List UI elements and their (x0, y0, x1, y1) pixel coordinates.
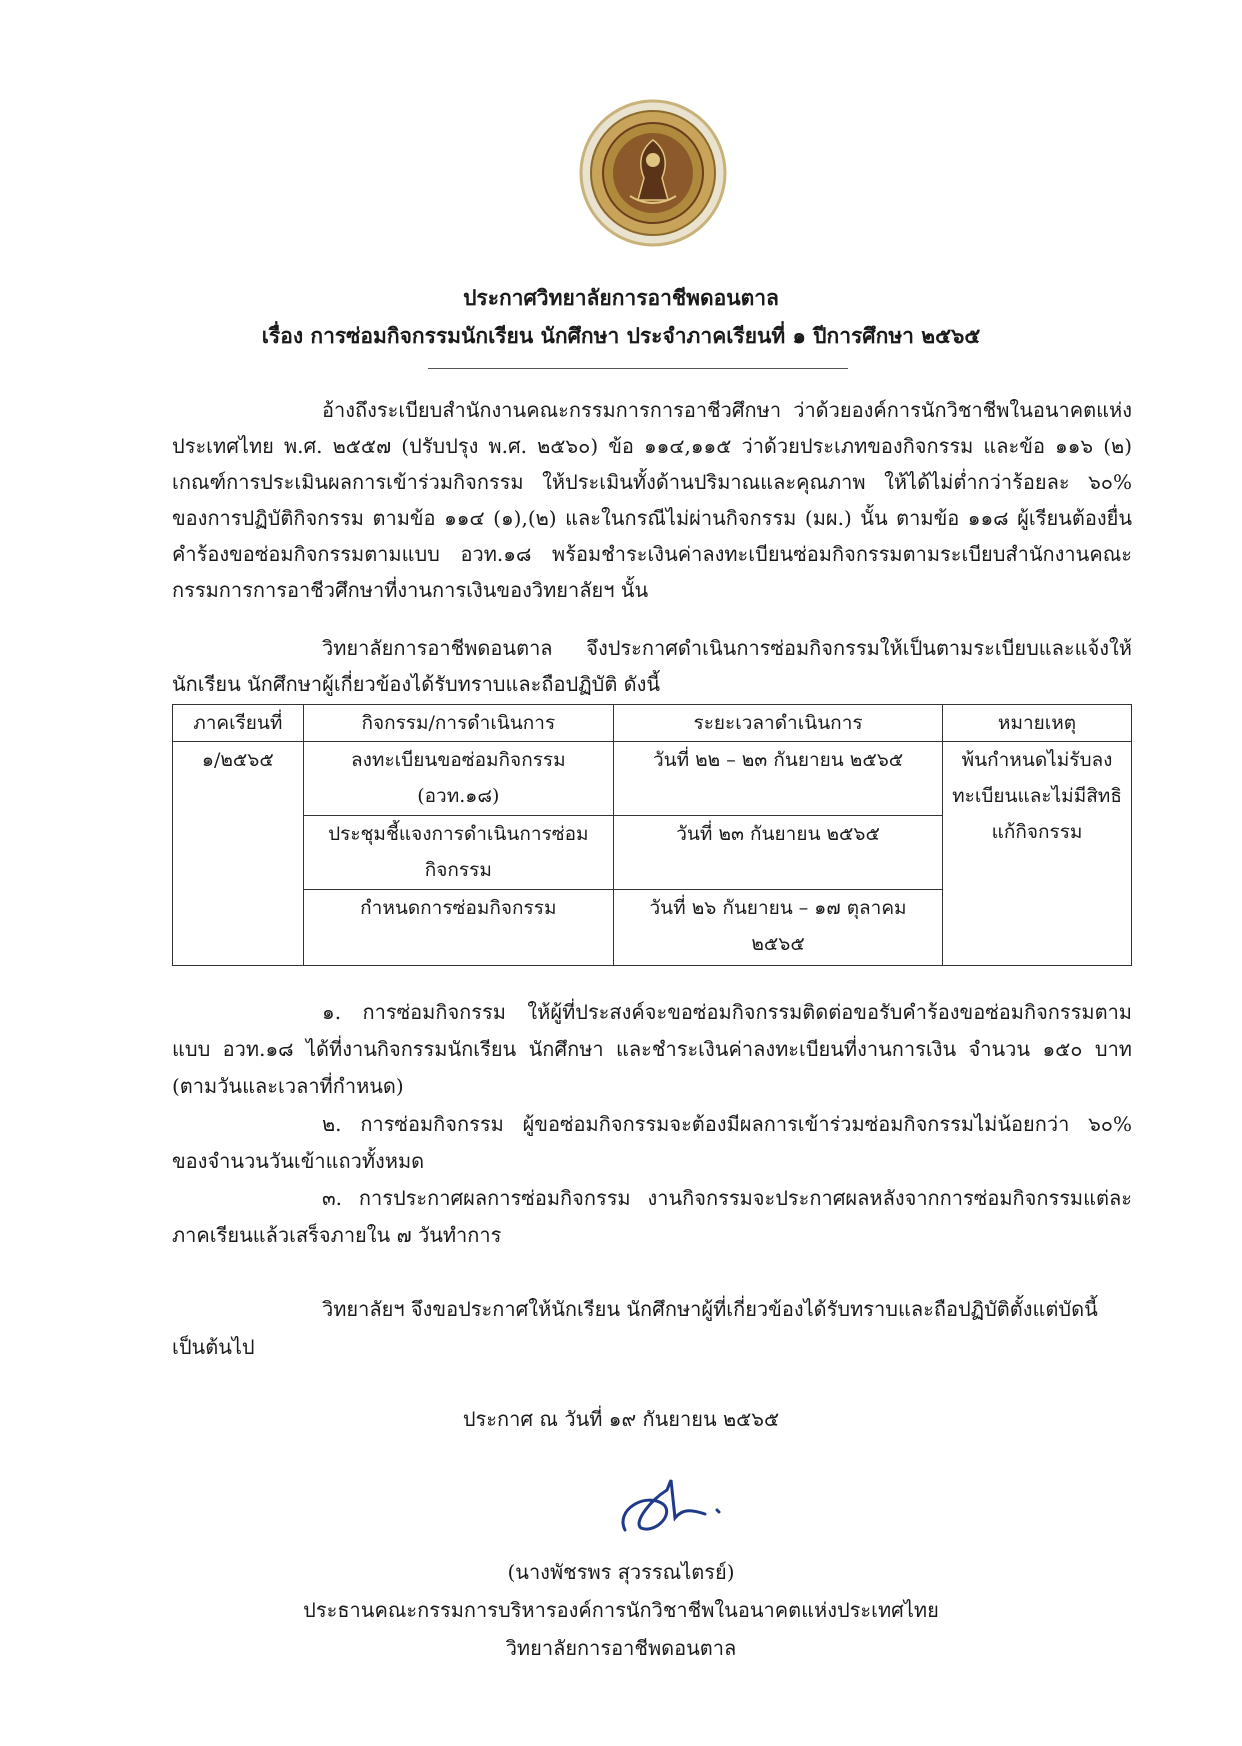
header-semester: ภาคเรียนที่ (173, 705, 304, 742)
activity-cell: ลงทะเบียนขอซ่อมกิจกรรม (อวท.๑๘) (303, 742, 613, 816)
period-cell: วันที่ ๒๓ กันยายน ๒๕๖๕ (614, 816, 943, 890)
semester-cell: ๑/๒๕๖๕ (173, 742, 304, 966)
signatory-position: ประธานคณะกรรมการบริหารองค์การนักวิชาชีพในอนาคตแห่งประเทศไทย (303, 1598, 939, 1622)
period-cell: วันที่ ๒๖ กันยายน – ๑๗ ตุลาคม ๒๕๖๕ (614, 890, 943, 966)
period-cell: วันที่ ๒๒ – ๒๓ กันยายน ๒๕๖๕ (614, 742, 943, 816)
signature-icon (605, 1470, 755, 1550)
header-activity: กิจกรรม/การดำเนินการ (303, 705, 613, 742)
closing-paragraph: วิทยาลัยฯ จึงขอประกาศให้นักเรียน นักศึกษาผู้ที่เกี่ยวข้องได้รับทราบและถือปฏิบัติตั้งแต่บัดนี้เป็นต้นไป (172, 1297, 1098, 1359)
header-remark: หมายเหตุ (943, 705, 1132, 742)
list-item: ๑. การซ่อมกิจกรรม ให้ผู้ที่ประสงค์จะขอซ่อมกิจกรรมติดต่อขอรับคำร้องขอซ่อมกิจกรรมตามแบบ อวท.๑๘ ได้ที่งานกิจกรรมนักเรียน นักศึกษา และชำระเงินค่าลงทะเบียนที่งานการเงิน จำนวน ๑๕๐ บาท (ตามวันและเวลาที่กำหนด) (172, 1000, 1132, 1098)
activity-cell: กำหนดการซ่อมกิจกรรม (303, 890, 613, 966)
list-item: ๒. การซ่อมกิจกรรม ผู้ขอซ่อมกิจกรรมจะต้องมีผลการเข้าร่วมซ่อมกิจกรรมไม่น้อยกว่า ๖๐% ของจำนวนวันเข้าแถวทั้งหมด (172, 1112, 1132, 1173)
remark-cell: พ้นกำหนดไม่รับลงทะเบียนและไม่มีสิทธิแก้กิจกรรม (943, 742, 1132, 966)
announcement-paragraph: วิทยาลัยการอาชีพดอนตาล จึงประกาศดำเนินการซ่อมกิจกรรมให้เป็นตามระเบียบและแจ้งให้นักเรียน นักศึกษาผู้เกี่ยวข้องได้รับทราบและถือปฏิบัติ ดังนี้ (172, 636, 1132, 696)
announcement-subject: เรื่อง การซ่อมกิจกรรมนักเรียน นักศึกษา ประจำภาคเรียนที่ ๑ ปีการศึกษา ๒๕๖๕ (261, 323, 981, 348)
header-period: ระยะเวลาดำเนินการ (614, 705, 943, 742)
list-item: ๓. การประกาศผลการซ่อมกิจกรรม งานกิจกรรมจะประกาศผลหลังจากการซ่อมกิจกรรมแต่ละภาคเรียนแล้วเสร็จภายใน ๗ วันทำการ (172, 1186, 1132, 1247)
title-divider (428, 368, 848, 369)
table-header-row (173, 705, 1132, 742)
reference-paragraph: อ้างถึงระเบียบสำนักงานคณะกรรมการการอาชีวศึกษา ว่าด้วยองค์การนักวิชาชีพในอนาคตแห่งประเทศไทย พ.ศ. ๒๕๕๗ (ปรับปรุง พ.ศ. ๒๕๖๐) ข้อ ๑๑๔,๑๑๕ ว่าด้วยประเภทของกิจกรรม และข้อ ๑๑๖ (๒) เกณฑ์การประเมินผลการเข้าร่วมกิจกรรม ให้ประเมินทั้งด้านปริมาณและคุณภาพ ให้ได้ไม่ต่ำกว่าร้อยละ ๖๐% ของการปฏิบัติกิจกรรม ตามข้อ ๑๑๔ (๑),(๒) และในกรณีไม่ผ่านกิจกรรม (มผ.) นั้น ตามข้อ ๑๑๘ ผู้เรียนต้องยื่นคำร้องขอซ่อมกิจกรรมตามแบบ อวท.๑๘ พร้อมชำระเงินค่าลงทะเบียนซ่อมกิจกรรมตามระเบียบสำนักงานคณะกรรมการการอาชีวศึกษาที่งานการเงินของวิทยาลัยฯ นั้น (172, 398, 1132, 602)
signatory-name: (นางพัชรพร สุวรรณไตรย์) (507, 1560, 735, 1584)
announcement-date: ประกาศ ณ วันที่ ๑๙ กันยายน ๒๕๖๕ (462, 1407, 780, 1431)
activity-cell: ประชุมชี้แจงการดำเนินการซ่อมกิจกรรม (303, 816, 613, 890)
college-seal-icon (578, 98, 728, 248)
schedule-table (172, 704, 1132, 966)
signatory-organization: วิทยาลัยการอาชีพดอนตาล (505, 1636, 737, 1660)
announcement-title: ประกาศวิทยาลัยการอาชีพดอนตาล (463, 285, 779, 310)
table-row (173, 742, 1132, 816)
